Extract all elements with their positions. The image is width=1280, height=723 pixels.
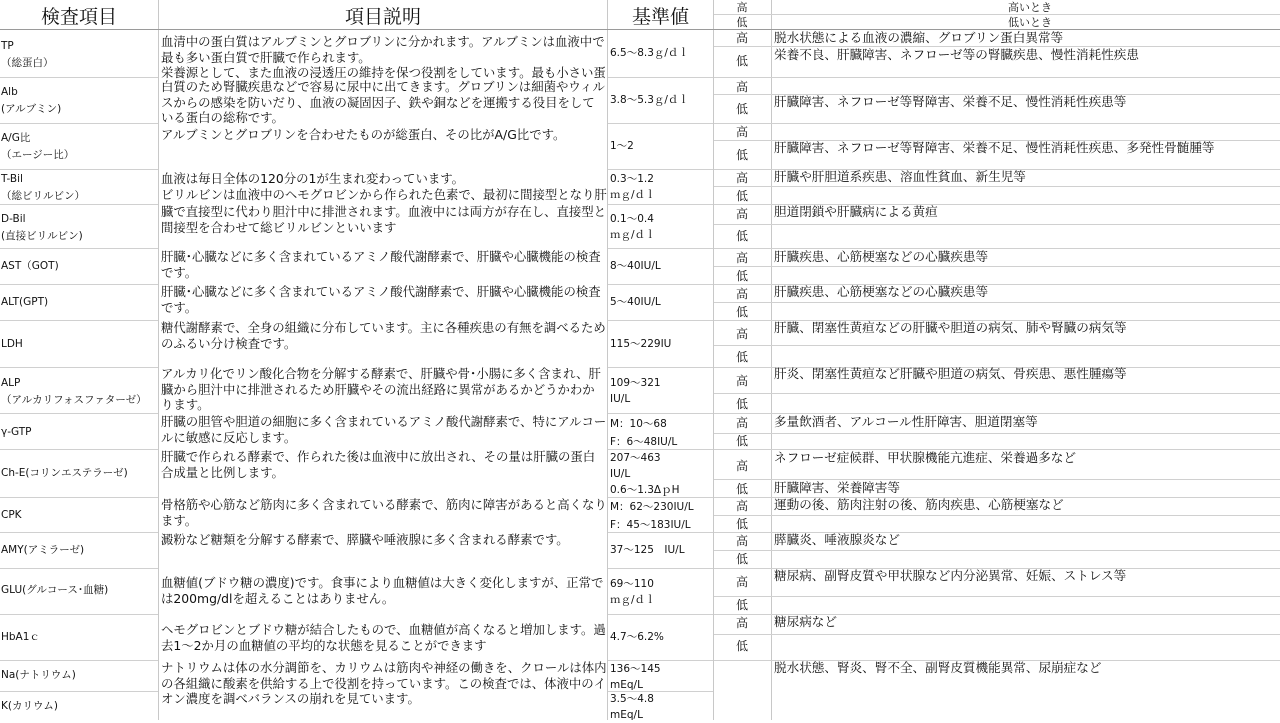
row-cond-low-alb: 肝臓障害、ネフローゼ等腎障害、栄養不足、慢性消耗性疾患等 [774, 94, 1127, 109]
row-item-ldh: LDH [1, 338, 23, 350]
row-low-ldh: 低 [735, 350, 748, 364]
row-desc-tp: 血清中の蛋白質はアルブミンとグロブリンに分かれます。アルブミンは血液中で最も多い蛋白質で肝臓で作られます。 栄養源として、また血液の浸透圧の維持を保つ役割をしています。最も小さい蛋 [161, 34, 606, 79]
row-item-che: Ch-E(コリンエステラーゼ) [1, 467, 128, 479]
row-ref-cpk: M：62～230IU/L F：45～183IU/L [610, 501, 694, 531]
row-ref-amy: 37～125 IU/L [610, 544, 685, 556]
row-item-ag: A/G比 （エージー比） [1, 132, 75, 161]
row-cond-high-ggtp: 多量飲酒者、アルコール性肝障害、胆道閉塞等 [774, 414, 1038, 429]
row-high-ldh: 高 [735, 327, 748, 341]
row-high-tbil: 高 [735, 171, 748, 185]
row-low-amy: 低 [735, 552, 748, 566]
row-low-tp: 低 [735, 54, 748, 68]
row-low-alt: 低 [735, 305, 748, 319]
header-high: 高 [736, 1, 748, 14]
row-low-alb: 低 [735, 102, 748, 116]
row-desc-ggtp: 肝臓の胆管や胆道の細胞に多く含まれているアミノ酸代謝酵素で、特にアルコールに敏感に反応します。 [161, 414, 607, 445]
row-cond-high-na: 脱水状態、腎炎、腎不全、副腎皮質機能異常、尿崩症など [774, 660, 1102, 675]
row-desc-cpk: 骨格筋や心筋など筋肉に多く含まれている酵素で、筋肉に障害があると高くなります。 [161, 497, 607, 528]
row-ref-ast: 8～40IU/L [610, 260, 661, 272]
row-desc-tbil: 血液は毎日全体の120分の1が生まれ変わっています。 ビリルビンは血液中のヘモグロビンから作られた色素で、最初に間接型となり肝 [161, 171, 607, 202]
row-cond-high-che: ネフローゼ症候群、甲状腺機能亢進症、栄養過多など [774, 450, 1076, 465]
row-low-ggtp: 低 [735, 434, 748, 448]
row-item-tp: TP （総蛋白） [1, 40, 54, 69]
row-item-dbil: D-Bil (直接ビリルビン) [1, 213, 83, 242]
header-reference: 基準値 [631, 5, 689, 28]
row-ref-k: 3.5～4.8 mEq/L [610, 693, 654, 721]
row-high-alp: 高 [735, 374, 748, 388]
row-item-tbil: T-Bil （総ビリルビン） [1, 173, 85, 202]
row-high-cpk: 高 [735, 499, 748, 513]
row-cond-high-ldh: 肝臓、閉塞性黄疸などの肝臓や胆道の病気、肺や腎臓の病気等 [774, 320, 1127, 335]
row-desc-ldh: 糖代謝酵素で、全身の組織に分布しています。主に各種疾患の有無を調べるためのふるい分け検査です。 [161, 320, 606, 351]
row-cond-low-tp: 栄養不良、肝臓障害、ネフローゼ等の腎臓疾患、慢性消耗性疾患 [774, 47, 1139, 62]
row-low-alp: 低 [735, 397, 748, 411]
row-desc-dbil: 臓で直接型に代わり胆汁中に排泄されます。血液中には両方が存在し、直接型と間接型を合わせて総ビリルビンといいます [161, 204, 607, 235]
row-high-alb: 高 [735, 80, 748, 94]
row-high-ggtp: 高 [735, 416, 748, 430]
row-desc-glu: 血糖値(ブドウ糖の濃度)です。食事により血糖値は大きく変化しますが、正常では200mg/dlを超えることはありません。 [161, 575, 604, 606]
row-cond-high-hba1c: 糖尿病など [774, 614, 837, 629]
row-ref-che: 207～463 IU/L 0.6～1.3ΔｐH [610, 452, 680, 496]
row-desc-ag: アルブミンとグロブリンを合わせたものが総蛋白、その比がA/G比です。 [161, 127, 566, 142]
header-when-low: 低いとき [1008, 16, 1052, 29]
row-low-dbil: 低 [735, 229, 748, 243]
header-item: 検査項目 [40, 5, 117, 28]
row-high-ast: 高 [735, 251, 748, 265]
row-low-glu: 低 [735, 598, 748, 612]
row-low-ag: 低 [735, 148, 748, 162]
row-item-alt: ALT(GPT) [1, 296, 49, 308]
row-ref-glu: 69～110 ｍｇ/ｄｌ [610, 578, 656, 606]
row-item-hba1c: HbA1ｃ [1, 631, 40, 643]
row-ref-ag: 1～2 [610, 140, 634, 152]
row-item-alb: Alb (アルブミン) [1, 86, 62, 115]
row-item-cpk: CPK [1, 509, 22, 521]
row-high-amy: 高 [735, 534, 748, 548]
row-item-k: K(カリウム) [1, 700, 58, 712]
row-ref-dbil: 0.1～0.4 ｍｇ/ｄｌ [610, 213, 656, 241]
row-ref-na: 136～145 mEq/L [610, 663, 661, 691]
row-high-tp: 高 [735, 31, 748, 45]
row-ref-hba1c: 4.7～6.2% [610, 631, 664, 643]
row-high-hba1c: 高 [735, 616, 748, 630]
row-ref-ldh: 115～229IU [610, 338, 672, 350]
row-ref-ggtp: M：10～68 F：6～48IU/L [610, 418, 678, 448]
row-low-ast: 低 [735, 269, 748, 283]
row-item-ggtp: γ-GTP [1, 426, 32, 438]
row-ref-tbil: 0.3～1.2 ｍｇ/ｄｌ [610, 173, 656, 201]
row-cond-high-ast: 肝臓疾患、心筋梗塞などの心臓疾患等 [774, 249, 989, 264]
row-low-hba1c: 低 [735, 639, 748, 653]
row-desc-alt: 肝臓･心臓などに多く含まれているアミノ酸代謝酵素で、肝臓や心臓機能の検査です。 [161, 284, 601, 315]
row-item-ast: AST（GOT) [1, 260, 59, 272]
row-cond-high-tbil: 肝臓や肝胆道系疾患、溶血性貧血、新生児等 [774, 169, 1026, 184]
row-high-che: 高 [735, 459, 748, 473]
row-ref-tp: 6.5～8.3ｇ/ｄｌ [610, 47, 689, 59]
row-low-che: 低 [735, 482, 748, 496]
row-cond-high-cpk: 運動の後、筋肉注射の後、筋肉疾患、心筋梗塞など [774, 497, 1064, 512]
row-desc-che: 肝臓で作られる酵素で、作られた後は血液中に放出され、その量は肝臓の蛋白合成量と比例します。 [161, 449, 596, 480]
row-cond-high-tp: 脱水状態による血液の濃縮、グロブリン蛋白異常等 [774, 30, 1064, 45]
row-low-tbil: 低 [735, 189, 748, 203]
row-desc-na: ナトリウムは体の水分調節を、カリウムは筋肉や神経の働きを、クロールは体内の各組織に酸素を供給する上で役割を持っています。この検査では、体液中のイオン濃度を調べバランスの崩れを見ています。 [161, 660, 607, 706]
row-cond-low-che: 肝臓障害、栄養障害等 [774, 480, 900, 495]
row-cond-low-ag: 肝臓障害、ネフローゼ等腎障害、栄養不足、慢性消耗性疾患、多発性骨髄腫等 [774, 140, 1215, 155]
row-high-alt: 高 [735, 287, 748, 301]
row-desc-ast: 肝臓･心臓などに多く含まれているアミノ酸代謝酵素で、肝臓や心臓機能の検査です。 [161, 249, 601, 280]
row-desc-alb: 白質のため腎臓疾患などで容易に尿中に出てきます。グロブリンは細菌やウィルスからの感染を防いだり、血液の凝固因子、鉄や銅などを運搬する役目をしている蛋白の総称です。 [161, 79, 605, 125]
row-cond-high-alt: 肝臓疾患、心筋梗塞などの心臓疾患等 [774, 284, 989, 299]
row-desc-amy: 澱粉など糖類を分解する酵素で、膵臓や唾液腺に多く含まれる酵素です。 [161, 532, 569, 547]
row-low-cpk: 低 [735, 517, 748, 531]
row-high-ag: 高 [735, 125, 748, 139]
row-cond-high-alp: 肝炎、閉塞性黄疸など肝臓や胆道の病気、骨疾患、悪性腫瘍等 [774, 366, 1127, 381]
row-high-dbil: 高 [735, 207, 748, 221]
header-when-high: 高いとき [1008, 1, 1052, 14]
header-description: 項目説明 [344, 5, 421, 28]
row-cond-high-dbil: 胆道閉鎖や肝臓病による黄疸 [774, 204, 938, 219]
row-item-na: Na(ナトリウム) [1, 669, 76, 681]
row-cond-high-glu: 糖尿病、副腎皮質や甲状腺など内分泌異常、妊娠、ストレス等 [774, 568, 1127, 583]
row-desc-hba1c: ヘモグロビンとブドウ糖が結合したもので、血糖値が高くなると増加します。過去1～2か月の血糖値の平均的な状態を見ることができます [161, 622, 606, 653]
row-high-glu: 高 [735, 575, 748, 589]
row-desc-alp: アルカリ化でリン酸化合物を分解する酵素で、肝臓や骨･小腸に多く含まれ、肝臓から胆汁中に排泄されるため肝臓やその流出経路に異常があるかどうかわかります。 [161, 366, 601, 412]
row-ref-alp: 109～321 IU/L [610, 377, 661, 405]
row-item-glu: GLU(グルコース･血糖) [1, 584, 109, 596]
row-ref-alt: 5～40IU/L [610, 296, 661, 308]
row-cond-high-amy: 膵臓炎、唾液腺炎など [774, 532, 900, 547]
row-item-amy: AMY(アミラーゼ) [1, 544, 85, 556]
row-item-alp: ALP （アルカリフォスファターゼ） [1, 377, 147, 406]
header-low: 低 [736, 16, 748, 29]
row-ref-alb: 3.8～5.3ｇ/ｄｌ [610, 94, 689, 106]
